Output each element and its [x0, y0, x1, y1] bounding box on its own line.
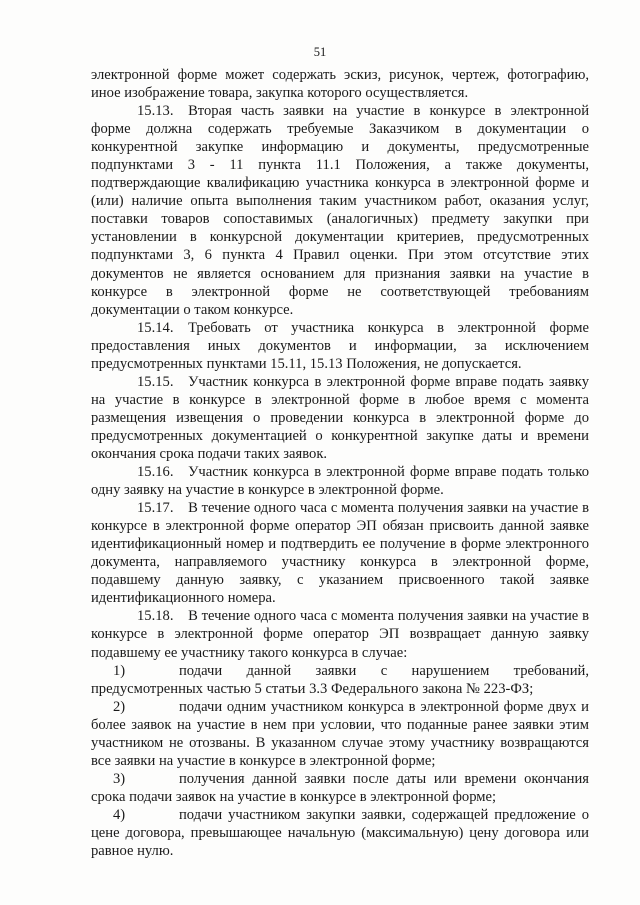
list-item: [91, 698, 589, 770]
page-number: 51: [313, 45, 327, 59]
paragraph-15-13: 15.13. Вторая часть заявки на участие в конкурсе в электронной форме должна содержать требуемые Заказчиком в документации о конкурентной закупке информацию и документы, предусмотренные подпунктами 3 - 11 пункта 11.1 Положения, а также документы, подтверждающие квалификацию участника конкурса в электронной форме и (или) наличие опыта выполнения таким участником работ, оказания услуг, поставки товаров сопоставимых (аналогичных) предмету закупки при установлении в конкурсной документации критериев, предусмотренных подпунктами 3, 6 пункта 4 Правил оценки. При этом отсутствие этих документов не является основанием для признания заявки на участие в конкурсе в электронной форме не соответствующей требованиям документации о таком конкурсе.: [91, 103, 589, 318]
paragraph-15-18: 15.18. В течение одного часа с момента получения заявки на участие в конкурсе в электронной форме оператор ЭП возвращает данную заявку подавшему ее участнику такого конкурса в случае:: [91, 608, 589, 661]
list-item-text: подачи участником закупки заявки, содержащей предложение о цене договора, превышающее начальную (максимальную) цену договора или равное нулю.: [91, 806, 589, 860]
list-item-number: 2): [113, 698, 126, 715]
list-item: [91, 662, 589, 698]
list-item-text: подачи одним участником конкурса в электронной форме двух и более заявок на участие в нем при условии, что поданные ранее заявки этим участником не отозваны. В указанном случае этому участнику возвращаются все заявки на участие в конкурсе в электронной форме;: [91, 698, 589, 769]
list-item-number: 4): [113, 806, 126, 823]
list-item: [91, 806, 589, 860]
paragraph-15-17: 15.17. В течение одного часа с момента получения заявки на участие в конкурсе в электронной форме оператор ЭП обязан присвоить данной заявке идентификационный номер и подтвердить ее получение в форме электронного документа, направляемого участнику конкурса в электронной форме, подавшему данную заявку, с указанием присвоенного такой заявке идентификационного номера.: [91, 500, 589, 607]
list-item-number: 1): [113, 662, 126, 679]
list-item-text: подачи данной заявки с нарушением требований, предусмотренных частью 5 статьи 3.3 Федерального закона № 223-ФЗ;: [91, 662, 589, 697]
list-item: [91, 770, 589, 806]
paragraph-15-15: 15.15. Участник конкурса в электронной форме вправе подать заявку на участие в конкурсе в электронной форме в любое время с момента размещения извещения о проведении конкурса в электронной форме до предусмотренных документацией о конкурентной закупке даты и времени окончания срока подачи таких заявок.: [91, 373, 589, 462]
paragraph-15-16: 15.16. Участник конкурса в электронной форме вправе подать только одну заявку на участие в конкурсе в электронной форме.: [91, 464, 589, 499]
paragraph-15-14: 15.14. Требовать от участника конкурса в электронной форме предоставления иных документов и информации, за исключением предусмотренных пунктами 15.11, 15.13 Положения, не допускается.: [91, 319, 589, 372]
paragraph-continuation: электронной форме может содержать эскиз, рисунок, чертеж, фотографию, иное изображение товара, закупка которого осуществляется.: [91, 67, 589, 102]
list-item-number: 3): [113, 770, 126, 787]
document-body: [91, 66, 589, 860]
list-item-text: получения данной заявки после даты или времени окончания срока подачи заявок на участие в конкурсе в электронной форме;: [91, 770, 589, 805]
